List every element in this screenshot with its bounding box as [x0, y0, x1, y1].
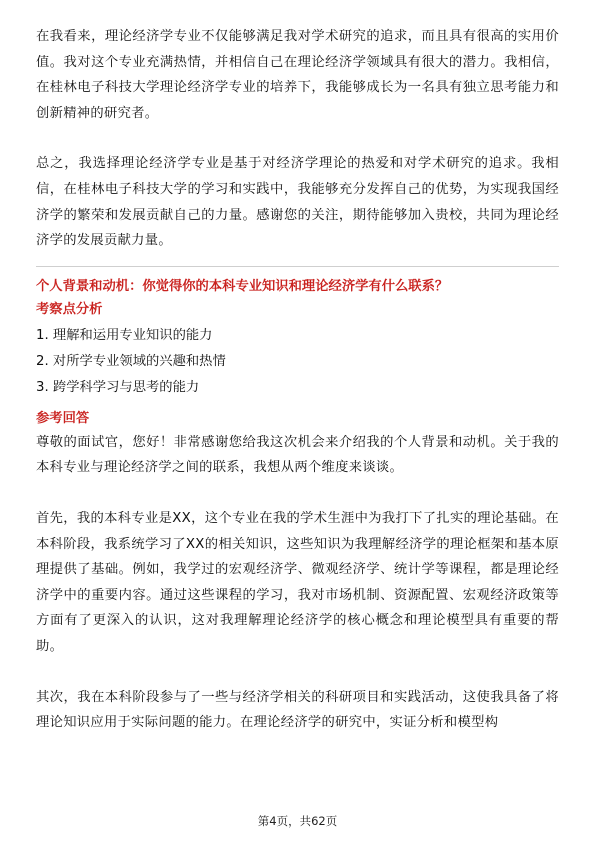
page-number: 第4页，共62页	[257, 814, 338, 828]
answer-heading: 参考回答	[36, 410, 90, 426]
paragraph-1: 在我看来，理论经济学专业不仅能够满足我对学术研究的追求，而且具有很高的实用价值。我对这个专业充满热情，并相信自己在理论经济学领域具有很大的潜力。我相信，在桂林电子科技大学理论经济学专业的培养下，我能够成长为一名具有独立思考能力和创新精神的研究者。	[36, 29, 559, 121]
answer-paragraph-3: 其次，我在本科阶段参与了一些与经济学相关的科研项目和实践活动，这使我具备了将理论知识应用于实际问题的能力。在理论经济学的研究中，实证分析和模型构	[36, 689, 559, 731]
list-item: 1. 理解和运用专业知识的能力	[36, 327, 213, 343]
section-divider	[36, 266, 559, 267]
document-page	[36, 24, 559, 736]
question-heading: 个人背景和动机：你觉得你的本科专业知识和理论经济学有什么联系？	[36, 278, 449, 294]
answer-paragraph-2: 首先，我的本科专业是XX，这个专业在我的学术生涯中为我打下了扎实的理论基础。在本科阶段，我系统学习了XX的相关知识，这些知识为我理解经济学的理论框架和基本原理提供了基础。例如，我学过的宏观经济学、微观经济学、统计学等课程，都是理论经济学中的重要内容。通过这些课程的学习，我对市场机制、资源配置、宏观经济政策等方面有了更深入的认识，这对我理解理论经济学的核心概念和理论模型具有重要的帮助。	[36, 510, 559, 654]
list-item: 2. 对所学专业领域的兴趣和热情	[36, 353, 226, 369]
paragraph-2: 总之，我选择理论经济学专业是基于对经济学理论的热爱和对学术研究的追求。我相信，在桂林电子科技大学的学习和实践中，我能够充分发挥自己的优势，为实现我国经济学的繁荣和发展贡献自己的力量。感谢您的关注，期待能够加入贵校，共同为理论经济学的发展贡献力量。	[36, 156, 559, 249]
answer-paragraph-1: 尊敬的面试官，您好！非常感谢您给我这次机会来介绍我的个人背景和动机。关于我的本科专业与理论经济学之间的联系，我想从两个维度来谈谈。	[36, 434, 559, 476]
analysis-list	[36, 323, 559, 401]
analysis-heading: 考察点分析	[36, 301, 103, 317]
list-item: 3. 跨学科学习与思考的能力	[36, 379, 200, 395]
